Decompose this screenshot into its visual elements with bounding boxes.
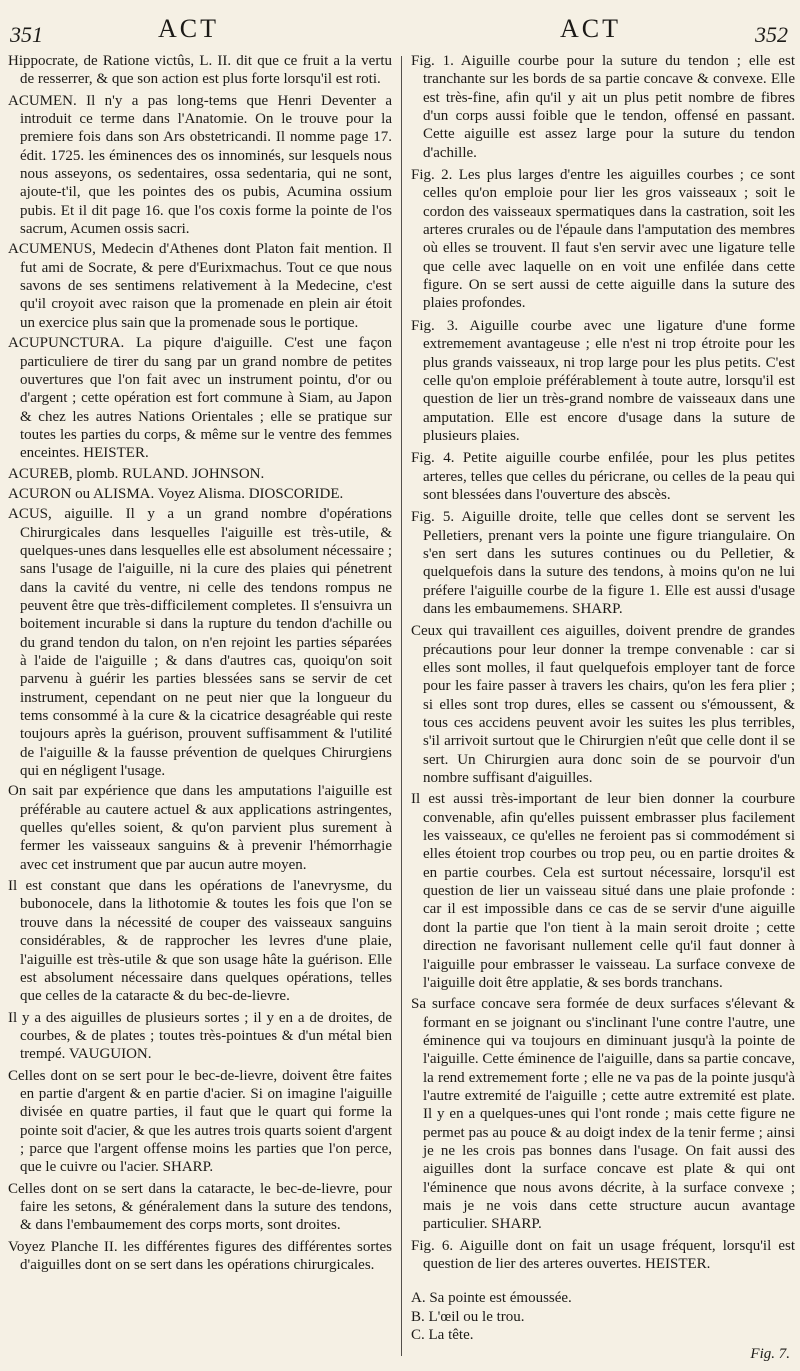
legend-item-c: C. La tête. [411,1327,474,1344]
page-number-right: 352 [755,22,788,47]
legend-item-b: B. L'œil ou le trou. [411,1308,525,1325]
spacer [411,1277,795,1289]
paragraph-cataracte: Celles dont on se sert dans la cataracte, le bec-de-lievre, pour faire les setons, & généralement dans la suture des tendons, & dans l'embaumement des corps morts, sont droites. [8,1180,392,1234]
figure-5-description: Fig. 5. Aiguille droite, telle que celles dont se servent les Pelletiers, prenant vers la pointe une figure triangulaire. On s'en sert dans les sutures continues ou du Pelletier, & quelquefois dans la suture des tendons, à moins qu'on ne lui préfere l'aiguille courbe de la figure 1. Elle est aussi d'usage dans les embaumemens. SHARP. [411,509,795,617]
figure-legend [411,1289,795,1344]
figure-1-description: Fig. 1. Aiguille courbe pour la suture du tendon ; elle est tranchante sur les bords de sa partie concave & convexe. Elle est très-fine, afin qu'il y ait un plus petit nombre de fibres d'un corps aussi foible que le tendon, offensé en passant. Cette aiguille est assez large pour la suture du tendon d'achille. [411,53,795,161]
paragraph-sortes: Il y a des aiguilles de plusieurs sortes ; il y en a de droites, de courbes, & de plates ; toutes très-pointues & d'un métal bien trempé. VAUGUION. [8,1009,392,1063]
page-number-left: 351 [10,22,43,47]
entry-continuation: Hippocrate, de Ratione victûs, L. II. dit que ce fruit a la vertu de resserrer, & que son action est plus forte lorsqu'il est roti. [8,53,392,88]
paragraph-anevrysme: Il est constant que dans les opérations de l'anevrysme, du bubonocele, dans la lithotomie & toutes les fois que l'on se trouve dans la nécessité de couper des vaisseaux sanguins considérables, & de rapprocher les levres d'une plaie, l'aiguille est très-utile & que son usage hâte la guérison. Elle est absolument nécessaire dans quelques opérations, telles que celles de la cataracte & du bec-de-lievre. [8,878,392,1005]
paragraph-courbure: Il est aussi très-important de leur bien donner la courbure convenable, afin qu'elles puissent embrasser plus facilement les vaisseaux, ce qu'elles ne feroient pas si commodément si elles étoient trop courbes ou trop peu, ou en partie droites & en partie courbes. Cela est surtout nécessaire, lorsqu'il est question de lier un vaisseau situé dans une plaie profonde : car il est impossible dans ce cas de se servir d'une aiguille dont la partie que l'on tient à la main seroit droite ; cette direction ne favorisant nullement celle qu'il faut donner à l'aiguille pour embrasser le vaisseau. La surface convexe de l'aiguille doit être applatie, & ses bords tranchans. [411,791,795,991]
paragraph-voyez-planche: Voyez Planche II. les différentes figures des différentes sortes d'aiguilles dont on se sert dans les opérations chirurgicales. [8,1238,392,1273]
paragraph-amputations: On sait par expérience que dans les amputations l'aiguille est préférable au cautere actuel & aux applications astringentes, quelles qu'elles soient, & qu'on parvient plus surement à fermer les vaisseaux sanguins & à prevenir l'hémorrhagie avec cet instrument que par aucun autre moyen. [8,783,392,873]
entry-acureb: ACUREB, plomb. RULAND. JOHNSON. [8,465,265,482]
entry-acuron: ACURON ou ALISMA. Voyez Alisma. DIOSCORIDE. [8,485,344,502]
paragraph-surface-concave: Sa surface concave sera formée de deux surfaces s'élevant & formant en se joignant ou s'inclinant l'une contre l'autre, une éminence qui va toujours en diminuant jusqu'à la pointe de l'aiguille. Cette éminence de l'aiguille, dans sa partie concave, la rend extremement forte ; elle ne va pas de la pointe jusqu'à l'autre extremité de l'aiguille ; cette autre extremité est plate. Il y en a quelques-unes qui l'ont ronde ; mais cette figure ne permet pas au pouce & au doigt index de la tenir ferme ; ainsi je ne les crois pas bonnes dans l'usage. On fait aussi des aiguilles dont la surface concave est plate & qui ont l'éminence que nous avons décrite, à la surface convexe ; mais je ne vois dans cette structure aucun avantage particulier. SHARP. [411,996,795,1233]
figure-4-description: Fig. 4. Petite aiguille courbe enfilée, pour les plus petites arteres, telles que celles du péricrane, ou celles de la peau qui sont blessées dans l'ouverture des abscès. [411,450,795,503]
figure-6-description: Fig. 6. Aiguille dont on fait un usage fréquent, lorsqu'il est question de lier des arteres ouvertes. HEISTER. [411,1237,795,1272]
figure-2-description: Fig. 2. Les plus larges d'entre les aiguilles courbes ; ce sont celles qu'on emploie pour lier les gros vaisseaux ; soit le cordon des vaisseaux spermatiques dans la castration, soit les arteres crurales ou de l'épaule dans l'amputation des membres où elles se trouvent. Il faut s'en servir avec une ligature telle que celle avec laquelle on en voit une enfilée dans cette figure. On se sert aussi de cette aiguille dans la suture des plaies profondes. [411,167,795,312]
entry-acumen: ACUMEN. Il n'y a pas long-tems que Henri Deventer a introduit ce terme dans l'Anatomie. On le trouve pour la premiere fois dans son Ars obstetricandi. Il nomme page 17. édit. 1725. les éminences des os innominés, sur lesquels nous nous asseyons, os sedentaires, ossa sedentaria, qui ne sont, ajoute-t'il, que les pointes des os pubis, Acumina ossium pubis. Et il dit page 16. que l'os coxis forme la pointe de l'os sacrum, Acumen ossis sacri. [8,92,392,238]
left-column [8,52,392,1277]
figure-3-description: Fig. 3. Aiguille courbe avec une ligature d'une forme extremement avantageuse ; elle n'est ni trop étroite pour les plus grands vaisseaux, ni trop large pour les plus petits. C'est celle qu'on emploie préférablement à toute autre, lorsqu'il est question de lier un très-grand nombre de vaisseaux dans une amputation. Elle est encore d'usage dans la suture de plusieurs plaies. [411,317,795,444]
figure-7-label: Fig. 7. [750,1346,790,1362]
running-head-left: ACT [158,14,219,43]
right-column [411,52,795,1344]
column-divider [401,56,402,1356]
legend-item-a: A. Sa pointe est émoussée. [411,1290,572,1307]
entry-acumenus: ACUMENUS, Medecin d'Athenes dont Platon fait mention. Il fut ami de Socrate, & pere d'Eurixmachus. Tout ce que nous savons de ses sentimens relativement à la Medecine, c'est qu'il croyoit avec raison que la promenade en plein air étoit un exercice plus sain que la promenade sous le portique. [8,241,392,331]
paragraph-bec-de-lievre: Celles dont on se sert pour le bec-de-lievre, doivent être faites en partie d'argent & en partie d'acier. Si on imagine l'aiguille divisée en quatre parties, il faut que le quart qui forme la pointe soit d'acier, & que les autres trois quarts soient d'argent ; parce que l'argent offense moins les parties que l'on perce, que le cuivre ou l'acier. SHARP. [8,1067,392,1176]
entry-acus: ACUS, aiguille. Il y a un grand nombre d'opérations Chirurgicales dans lesquelles l'aiguille est très-utile, & quelques-unes dans lesquelles elle est absolument nécessaire ; sans l'usage de l'aiguille, ni la cure des plaies qui pénetrent dans la cavité du ventre, ni celle des tendons rompus ne peuvent être que très-difficilement completes. Il s'ensuivra un boitement incurable si dans la rupture du tendon d'achille ou du grand tendon du talon, on n'en rejoint les parties séparées à l'aide de l'aiguille ; & dans d'autres cas, quoiqu'on soit parvenu à guérir les parties blessées sans se servir de cet instrument, cependant on ne peut nier que la longueur du tems consommé à la cure & la cicatrice desagréable qui reste toujours après la guérison, prouvent suffisamment & l'utilité de l'aiguille & la fausse prévention de quelques Chirurgiens qui en négligent l'usage. [8,506,392,780]
running-head-right: ACT [560,14,621,43]
paragraph-trempe: Ceux qui travaillent ces aiguilles, doivent prendre de grandes précautions pour leur donner la trempe convenable : car si elles sont molles, il faut quelquefois employer tant de force pour les faire passer à travers les chairs, qu'on les fera plier ; si elles sont trop dures, elles se cassent ou s'émoussent, & tous ces accidens peuvent avoir les suites les plus terribles, s'il arrivoit surtout que le Chirurgien n'eût que celle dont il se sert. Un Chirurgien aura donc soin de se pourvoir d'un nombre suffisant d'aiguilles. [411,623,795,787]
entry-acupunctura: ACUPUNCTURA. La piqure d'aiguille. C'est une façon particuliere de tirer du sang par un grand nombre de petites ouvertures que l'on fait avec un instrument pointu, d'or ou d'argent ; cette opération est fort commune à Siam, au Japon & chez les autres Nations Orientales ; elle se pratique sur toutes les parties du corps, & même sur le ventre des femmes enceintes. HEISTER. [8,335,392,462]
